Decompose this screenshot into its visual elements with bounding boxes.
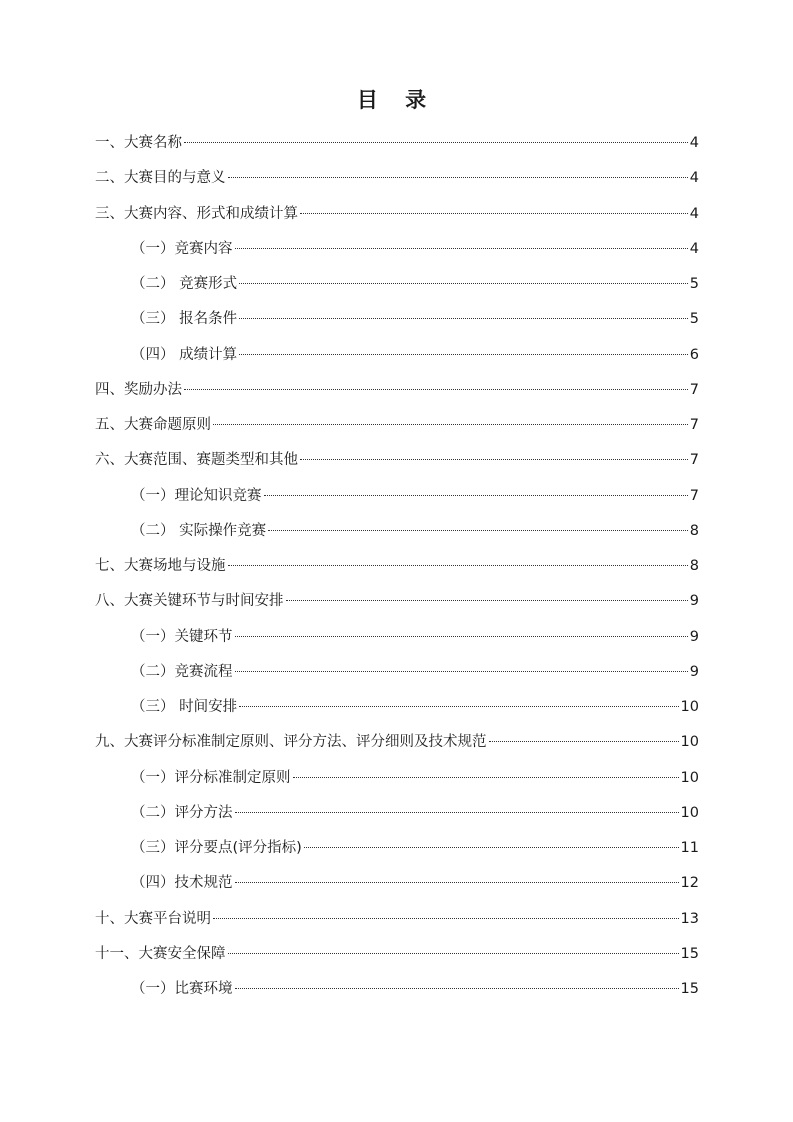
toc-entry[interactable] bbox=[95, 835, 699, 870]
toc-entry-page-number: 5 bbox=[689, 311, 699, 328]
toc-entry-page-number: 8 bbox=[689, 522, 699, 539]
page-title: 目 录 bbox=[356, 88, 437, 112]
dot-leader bbox=[239, 354, 688, 355]
toc-entry[interactable] bbox=[95, 553, 699, 588]
toc-entry-label: （二） 实际操作竞赛 bbox=[131, 522, 267, 539]
toc-entry-page-number: 9 bbox=[689, 663, 699, 680]
dot-leader bbox=[264, 495, 688, 496]
toc-entry-page-number: 15 bbox=[680, 945, 699, 962]
toc-entry-page-number: 10 bbox=[680, 734, 699, 751]
toc-entry-page-number: 4 bbox=[689, 135, 699, 151]
toc-entry-label: 五、大赛命题原则 bbox=[95, 417, 211, 433]
dot-leader bbox=[213, 918, 679, 919]
toc-entry[interactable] bbox=[95, 518, 699, 553]
toc-entry-label: （一）竞赛内容 bbox=[131, 240, 233, 257]
toc-entry-page-number: 5 bbox=[689, 276, 699, 292]
toc-entry-page-number: 11 bbox=[680, 840, 699, 856]
toc-entry[interactable] bbox=[95, 483, 699, 518]
toc-entry-page-number: 9 bbox=[689, 593, 699, 610]
dot-leader bbox=[239, 318, 688, 319]
toc-entry[interactable] bbox=[95, 729, 699, 764]
toc-entry-label: （三） 时间安排 bbox=[131, 699, 238, 715]
dot-leader bbox=[235, 988, 679, 989]
toc-entry-label: （三） 报名条件 bbox=[131, 311, 238, 328]
toc-entry-label: （二）竞赛流程 bbox=[131, 663, 233, 680]
toc-entry-page-number: 4 bbox=[689, 240, 699, 257]
toc-entry[interactable] bbox=[95, 236, 699, 271]
toc-entry-page-number: 12 bbox=[680, 875, 699, 892]
dot-leader bbox=[228, 565, 688, 566]
toc-entry-page-number: 7 bbox=[689, 381, 699, 398]
toc-entry[interactable] bbox=[95, 906, 699, 941]
dot-leader bbox=[304, 847, 679, 848]
toc-entry-page-number: 7 bbox=[689, 487, 699, 504]
toc-entry[interactable] bbox=[95, 870, 699, 905]
toc-entry-page-number: 4 bbox=[689, 205, 699, 222]
toc-entry-label: （一）理论知识竞赛 bbox=[131, 487, 262, 504]
toc-entry-page-number: 8 bbox=[689, 558, 699, 574]
toc-entry[interactable] bbox=[95, 941, 699, 976]
toc-entry-label: （一）关键环节 bbox=[131, 628, 233, 645]
toc-entry-label: 四、奖励办法 bbox=[95, 381, 182, 398]
table-of-contents bbox=[95, 130, 699, 1011]
dot-leader bbox=[489, 741, 679, 742]
dot-leader bbox=[228, 953, 679, 954]
dot-leader bbox=[268, 530, 688, 531]
dot-leader bbox=[300, 213, 688, 214]
toc-entry-label: 七、大赛场地与设施 bbox=[95, 558, 226, 574]
dot-leader bbox=[235, 248, 688, 249]
toc-entry-label: 一、大赛名称 bbox=[95, 135, 182, 151]
toc-entry[interactable] bbox=[95, 588, 699, 623]
toc-entry-label: 八、大赛关键环节与时间安排 bbox=[95, 593, 284, 610]
toc-entry-label: （三）评分要点(评分指标) bbox=[131, 840, 302, 856]
dot-leader bbox=[235, 882, 679, 883]
toc-entry-label: （四）技术规范 bbox=[131, 875, 233, 892]
toc-entry-page-number: 6 bbox=[689, 346, 699, 363]
dot-leader bbox=[239, 706, 678, 707]
dot-leader bbox=[235, 671, 688, 672]
toc-entry-page-number: 10 bbox=[680, 769, 699, 786]
dot-leader bbox=[184, 389, 688, 390]
toc-entry-label: 二、大赛目的与意义 bbox=[95, 170, 226, 187]
toc-entry-label: 十、大赛平台说明 bbox=[95, 910, 211, 927]
toc-entry-page-number: 13 bbox=[680, 910, 699, 927]
toc-entry[interactable] bbox=[95, 130, 699, 165]
toc-entry-label: 六、大赛范围、赛题类型和其他 bbox=[95, 452, 298, 469]
dot-leader bbox=[213, 424, 688, 425]
toc-entry[interactable] bbox=[95, 447, 699, 482]
dot-leader bbox=[239, 283, 688, 284]
toc-entry[interactable] bbox=[95, 306, 699, 341]
toc-entry[interactable] bbox=[95, 377, 699, 412]
toc-entry-label: （二）评分方法 bbox=[131, 804, 233, 821]
toc-entry-page-number: 15 bbox=[680, 981, 699, 997]
toc-entry-label: （一）比赛环境 bbox=[131, 981, 233, 997]
toc-entry-label: 三、大赛内容、形式和成绩计算 bbox=[95, 205, 298, 222]
toc-entry[interactable] bbox=[95, 624, 699, 659]
toc-entry[interactable] bbox=[95, 659, 699, 694]
toc-entry[interactable] bbox=[95, 342, 699, 377]
toc-entry[interactable] bbox=[95, 765, 699, 800]
toc-entry-page-number: 7 bbox=[689, 417, 699, 433]
toc-entry[interactable] bbox=[95, 694, 699, 729]
toc-entry-page-number: 10 bbox=[680, 699, 699, 715]
dot-leader bbox=[286, 600, 688, 601]
toc-entry-label: 九、大赛评分标准制定原则、评分方法、评分细则及技术规范 bbox=[95, 734, 487, 751]
toc-entry-label: （四） 成绩计算 bbox=[131, 346, 238, 363]
toc-entry-page-number: 9 bbox=[689, 628, 699, 645]
toc-entry-page-number: 4 bbox=[689, 170, 699, 187]
dot-leader bbox=[235, 812, 679, 813]
toc-entry-page-number: 10 bbox=[680, 804, 699, 821]
toc-entry-page-number: 7 bbox=[689, 452, 699, 469]
dot-leader bbox=[300, 459, 688, 460]
toc-entry-label: （一）评分标准制定原则 bbox=[131, 769, 291, 786]
toc-entry[interactable] bbox=[95, 412, 699, 447]
toc-entry-label: （二） 竞赛形式 bbox=[131, 276, 238, 292]
dot-leader bbox=[184, 142, 688, 143]
toc-entry[interactable] bbox=[95, 976, 699, 1011]
toc-entry[interactable] bbox=[95, 201, 699, 236]
toc-entry[interactable] bbox=[95, 165, 699, 200]
toc-entry[interactable] bbox=[95, 800, 699, 835]
dot-leader bbox=[235, 636, 688, 637]
dot-leader bbox=[228, 177, 688, 178]
toc-entry[interactable] bbox=[95, 271, 699, 306]
dot-leader bbox=[293, 777, 679, 778]
toc-entry-label: 十一、大赛安全保障 bbox=[95, 945, 226, 962]
